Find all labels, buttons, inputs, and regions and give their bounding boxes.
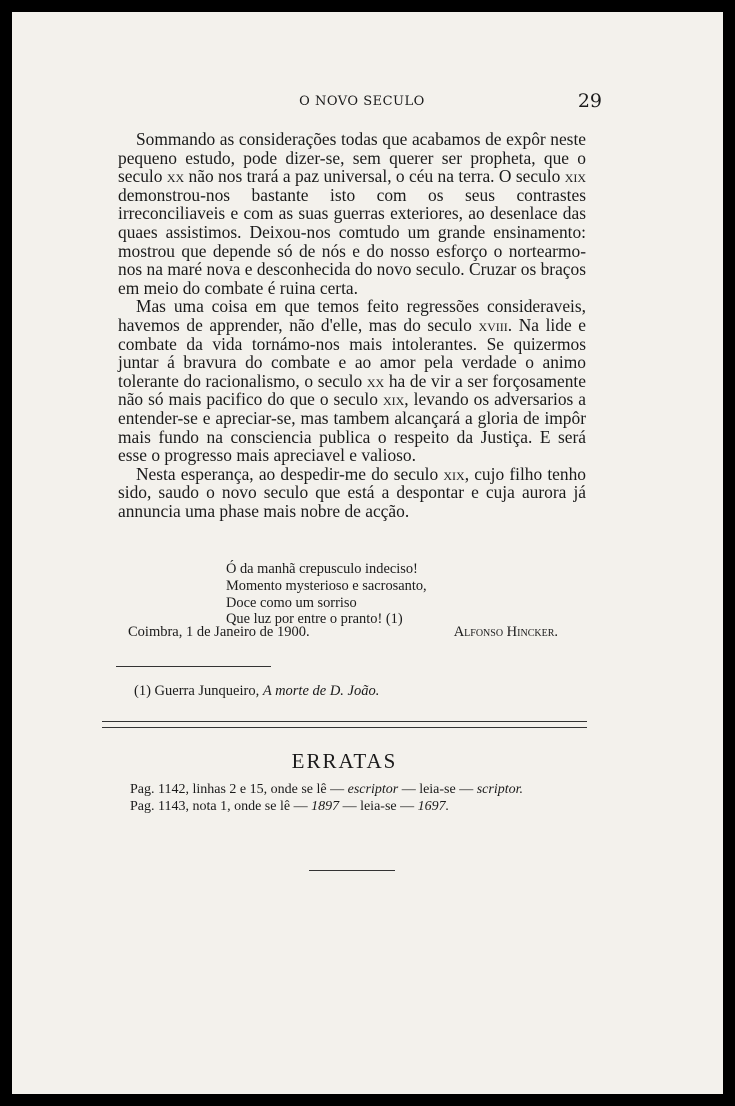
signature-row	[128, 624, 558, 641]
text-run: ha de vir a ser forçosamente não só mais pacifico do que o seculo	[118, 370, 586, 410]
end-divider	[309, 870, 395, 871]
footnote-divider	[116, 666, 271, 667]
running-title: O NOVO SECULO	[299, 94, 425, 109]
errata-text: — leia-se —	[398, 782, 477, 797]
errata-title: ERRATAS	[291, 749, 398, 773]
errata-entry	[130, 799, 586, 816]
page-header	[122, 90, 602, 112]
text-run: demonstrou-nos bastante isto com os seus contrastes irreconciliaveis e com as suas guerras exteriores, ao desenlace das quaes assistimos. Deixou-nos comtudo um grande ensinamento: mostrou que depende só de nós e do nosso esforço o nortearmo-nos na maré nova e desconhecida do novo seculo. Cruzar os braços em meio do combate é ruina certa.	[118, 184, 586, 298]
century-numeral: xix	[382, 389, 405, 410]
errata-text: Pag. 1143, nota 1, onde se lê —	[130, 798, 312, 814]
footnote-text: (1) Guerra Junqueiro,	[134, 683, 263, 699]
book-page	[12, 12, 723, 1094]
century-numeral: xix	[443, 463, 465, 484]
verse-line: Momento mysterioso e sacrosanto,	[226, 577, 427, 594]
century-numeral: xviii	[478, 314, 508, 335]
verse-line: Ó da manhã crepusculo indeciso!	[226, 561, 418, 577]
errata-text: — leia-se —	[339, 798, 418, 814]
errata-text: Pag. 1142, linhas 2 e 15, onde se lê —	[130, 782, 348, 797]
verse-quote	[226, 561, 427, 628]
errata-list	[130, 782, 586, 815]
paragraph-3	[118, 465, 586, 521]
author-name: Alfonso Hincker.	[453, 624, 558, 640]
errata-right: 1697.	[417, 798, 450, 814]
text-run: não nos trará a paz universal, o céu na terra. O seculo	[184, 166, 565, 187]
text-run: , cujo filho tenho sido, saudo o novo seculo que está a despontar e cuja aurora já annuncia uma phase mais nobre de acção.	[118, 463, 586, 521]
place-date: Coimbra, 1 de Janeiro de 1900.	[128, 624, 310, 640]
text-run: Mas uma coisa em que temos feito regressões consideraveis, havemos de apprender, não d'elle, mas do seculo	[118, 296, 586, 335]
errata-right: scriptor.	[476, 782, 524, 797]
text-run: , levando os adversarios a entender-se e apreciar-se, mas tambem alcançará a gloria de impôr mais fundo na consciencia publica o respeito da Justiça. E será esse o progresso mais apreciavel e valioso.	[118, 389, 587, 466]
errata-wrong: 1897	[311, 798, 340, 814]
paragraph-2	[118, 297, 586, 464]
century-numeral: xx	[166, 166, 185, 187]
text-run: Sommando as considerações todas que acabamos de expôr neste pequeno estudo, pode dizer-se, sem querer ser propheta, que o seculo	[118, 129, 586, 187]
verse-line: Que luz por entre o pranto! (1)	[226, 611, 403, 628]
verse-line: Doce como um sorriso	[226, 594, 357, 611]
section-divider	[102, 721, 587, 728]
paragraph-1	[118, 130, 586, 297]
page-number: 29	[577, 90, 602, 112]
errata-entry	[130, 782, 586, 799]
footnote	[134, 683, 379, 700]
errata-wrong: escriptor	[347, 782, 399, 797]
body-text	[118, 130, 586, 520]
century-numeral: xx	[366, 370, 385, 391]
century-numeral: xix	[564, 166, 587, 187]
text-run: . Na lide e combate da vida tornámo-nos mais intolerantes. Se quizermos juntar á bravura do combate e ao amor pela verdade o animo tolerante do racionalismo, o seculo	[118, 314, 586, 391]
text-run: Nesta esperança, ao despedir-me do seculo	[136, 463, 444, 484]
footnote-work-title: A morte de D. João.	[262, 683, 380, 699]
